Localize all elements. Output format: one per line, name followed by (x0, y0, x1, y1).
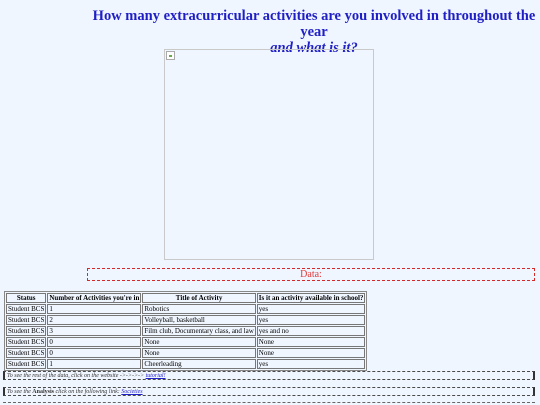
cell-title: Robotics (142, 304, 255, 314)
table-header-row (6, 293, 365, 303)
column-header-title: Title of Activity (142, 293, 255, 303)
title-line-2: and what is it? (270, 40, 358, 56)
cell-count: 0 (47, 337, 141, 347)
table-row (6, 359, 365, 369)
cell-count: 3 (47, 326, 141, 336)
table-row (6, 304, 365, 314)
tutorial-link[interactable]: tutorial! (145, 373, 166, 379)
cell-available: yes (257, 359, 366, 369)
cell-available: yes (257, 315, 366, 325)
column-header-available: Is it an activity available in school? (258, 294, 364, 302)
survey-image (164, 49, 374, 260)
cell-status: Student BCS (8, 338, 45, 346)
data-heading: Data: (87, 268, 535, 281)
title-line-1: How many extracurricular activities are you involved in throughout the year (92, 8, 536, 40)
cell-count: 1 (47, 304, 141, 314)
analysis-note (3, 387, 535, 396)
cell-status: Student BCS (8, 349, 45, 357)
survey-data-table (4, 291, 367, 371)
rest-of-data-note (3, 371, 535, 380)
cell-title: None (142, 337, 255, 347)
column-header-count: Number of Activities you're in (49, 294, 140, 302)
societies-link[interactable]: Societies (121, 389, 143, 395)
broken-image-icon (166, 51, 175, 60)
cell-status: Student BCS (8, 305, 45, 313)
cell-title: Volleyball, basketball (142, 315, 255, 325)
rest-of-data-text: To see the rest of the data, click on the website ->->->-> (7, 373, 145, 379)
table-row (6, 315, 365, 325)
table-row (6, 326, 365, 336)
cell-title: Film club, Documentary class, and law (144, 327, 254, 335)
table-row (6, 348, 365, 358)
cell-status: Student BCS (8, 360, 45, 368)
cell-status: Student BCS (8, 316, 45, 324)
cell-available: None (257, 348, 366, 358)
analysis-suffix-text: click on the following link: (55, 389, 120, 395)
cell-title: None (142, 348, 255, 358)
cell-status: Student BCS (8, 327, 45, 335)
analysis-prefix-text: To see the (7, 389, 31, 395)
analysis-bold-text: Analysis (32, 389, 54, 395)
column-header-status: Status (6, 293, 46, 303)
cell-title: Cheerleading (142, 359, 255, 369)
cell-count: 2 (47, 315, 141, 325)
cell-available: yes (257, 304, 366, 314)
table-row (6, 337, 365, 347)
cell-count: 1 (47, 359, 141, 369)
cell-available: None (257, 337, 366, 347)
cell-count: 0 (47, 348, 141, 358)
cell-available: yes and no (257, 326, 366, 336)
